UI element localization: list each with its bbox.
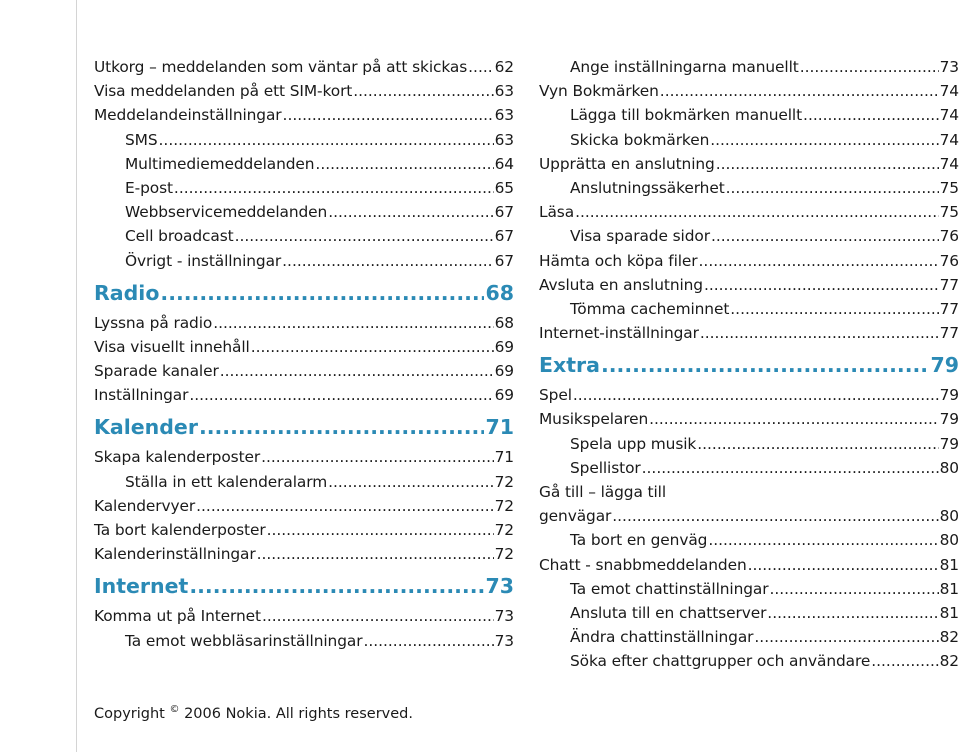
toc-entry: [539, 324, 959, 348]
entry-title: Komma ut på Internet: [94, 607, 261, 626]
toc-entry: [94, 131, 514, 155]
entry-title: Ställa in ett kalenderalarm: [125, 472, 328, 491]
dot-leader: [282, 252, 493, 270]
toc-entry: [539, 276, 959, 300]
toc-entry: [539, 227, 959, 251]
entry-title: Multimediemeddelanden: [125, 154, 315, 173]
dot-leader: [363, 632, 493, 650]
page-number: 72: [494, 521, 514, 539]
toc-entry: [539, 410, 959, 434]
toc-entry: [94, 179, 514, 203]
dot-leader: [697, 435, 938, 453]
entry-title: Övrigt - inställningar: [125, 251, 282, 270]
dot-leader: [708, 531, 938, 549]
toc-entry: [539, 300, 959, 324]
dot-leader: [612, 507, 938, 525]
entry-title: Ange inställningarna manuellt: [570, 58, 799, 76]
entry-title: Kalender: [94, 415, 198, 440]
page-number: 79: [939, 410, 959, 429]
page-number: 64: [494, 154, 514, 173]
toc-column-left: [94, 58, 514, 656]
toc-entry: [539, 106, 959, 130]
dot-leader: [573, 386, 939, 404]
page-number: 77: [939, 299, 959, 318]
entry-title: Lägga till bokmärken manuellt: [570, 106, 803, 125]
entry-title: Cell broadcast: [125, 227, 234, 246]
entry-title: Skicka bokmärken: [570, 130, 710, 149]
toc-entry: [94, 58, 514, 82]
entry-title: Chatt - snabbmeddelanden: [539, 555, 747, 574]
toc-entry: [94, 338, 514, 362]
entry-title: Söka efter chattgrupper och användare: [570, 652, 871, 671]
entry-title: Inställningar: [94, 386, 189, 405]
dot-leader: [353, 82, 493, 100]
page-number: 82: [939, 652, 959, 671]
page-number: 74: [939, 154, 959, 173]
entry-title: Ta emot webbläsarinställningar: [125, 631, 363, 650]
page-number: 81: [939, 603, 959, 622]
section-heading: [94, 415, 514, 447]
page-number: 77: [939, 275, 959, 294]
page-number: 73: [494, 607, 514, 626]
toc-entry: [94, 106, 514, 130]
dot-leader: [800, 58, 939, 76]
section-heading: [94, 281, 514, 313]
entry-title: Anslutningssäkerhet: [570, 178, 725, 197]
copyright-symbol: ©: [169, 704, 180, 715]
entry-title: Internet-inställningar: [539, 324, 699, 343]
dot-leader: [803, 106, 939, 124]
toc-entry: [539, 203, 959, 227]
dot-leader: [726, 179, 939, 197]
page-number: 74: [939, 82, 959, 101]
dot-leader: [769, 580, 938, 598]
dot-leader: [213, 314, 493, 332]
entry-title: Meddelandeinställningar: [94, 106, 282, 125]
page-number: 63: [494, 130, 514, 149]
dot-leader: [649, 410, 938, 428]
entry-title: Spela upp musik: [570, 434, 697, 453]
toc-entry: [539, 531, 959, 555]
dot-leader: [220, 362, 494, 380]
toc-entry: [94, 155, 514, 179]
page-number: 81: [939, 579, 959, 598]
page-number: 76: [939, 227, 959, 246]
dot-leader: [871, 652, 938, 670]
section-heading: [539, 353, 959, 385]
dot-leader: [601, 353, 929, 377]
dot-leader: [660, 82, 939, 100]
entry-title: Vyn Bokmärken: [539, 82, 659, 101]
page-number: 67: [494, 227, 514, 246]
page-number: 72: [494, 545, 514, 564]
dot-leader: [704, 276, 939, 294]
entry-title: Lyssna på radio: [94, 313, 213, 332]
entry-title: Radio: [94, 280, 160, 305]
entry-title: Kalendervyer: [94, 496, 196, 515]
toc-entry: [539, 252, 959, 276]
page-number: 75: [939, 178, 959, 197]
page-number: 76: [939, 251, 959, 270]
toc-entry: [94, 448, 514, 472]
entry-title: SMS: [125, 130, 158, 149]
page-number: 73: [485, 574, 514, 599]
page-number: 73: [494, 631, 514, 650]
toc-entry: [539, 386, 959, 410]
page-number: 79: [939, 386, 959, 405]
dot-leader: [257, 545, 494, 563]
entry-title: Ansluta till en chattserver: [570, 603, 767, 622]
page-number: 81: [939, 555, 959, 574]
toc-entry: [539, 507, 959, 531]
toc-entry: [94, 497, 514, 521]
entry-title: Visa visuellt innehåll: [94, 337, 250, 356]
dot-leader: [711, 227, 939, 245]
entry-title: Spellistor: [570, 458, 641, 477]
dot-leader: [262, 607, 494, 625]
page-number: 72: [494, 496, 514, 515]
dot-leader: [251, 338, 494, 356]
copyright-footer: [94, 704, 413, 722]
entry-title: genvägar: [539, 507, 612, 526]
dot-leader: [159, 131, 494, 149]
toc-entry: [539, 435, 959, 459]
entry-title: Sparade kanaler: [94, 362, 219, 381]
dot-leader: [716, 155, 939, 173]
copyright-suffix: 2006 Nokia. All rights reserved.: [184, 705, 413, 722]
entry-title: Ändra chattinställningar: [570, 628, 754, 647]
page-number: 77: [939, 324, 959, 343]
dot-leader: [748, 556, 939, 574]
page-number: 69: [494, 386, 514, 405]
dot-leader: [328, 203, 493, 221]
page-number: 82: [939, 628, 959, 647]
page-number: 63: [494, 82, 514, 101]
toc-entry-continued: [539, 483, 959, 507]
dot-leader: [642, 459, 939, 477]
toc-entry: [539, 628, 959, 652]
entry-title: Internet: [94, 574, 189, 599]
page-number: 71: [485, 415, 514, 440]
entry-title: Avsluta en anslutning: [539, 275, 703, 294]
toc-entry: [94, 473, 514, 497]
sidebar-rule: [76, 0, 77, 752]
entry-title: Utkorg – meddelanden som väntar på att skickas: [94, 58, 468, 76]
page-number: 62: [494, 58, 514, 76]
entry-title: Gå till – lägga till: [539, 483, 667, 501]
page-number: 65: [494, 178, 514, 197]
entry-title: Ta bort kalenderposter: [94, 521, 266, 539]
dot-leader: [730, 300, 938, 318]
page-number: 69: [494, 362, 514, 381]
toc-entry: [539, 179, 959, 203]
dot-leader: [754, 628, 938, 646]
entry-title: Ta emot chattinställningar: [570, 579, 769, 598]
dot-leader: [700, 324, 939, 342]
entry-title: Ta bort en genväg: [570, 531, 708, 550]
dot-leader: [267, 521, 494, 539]
toc-entry: [539, 131, 959, 155]
entry-title: Extra: [539, 353, 600, 378]
toc-entry: [539, 82, 959, 106]
dot-leader: [261, 448, 493, 466]
toc-entry: [94, 314, 514, 338]
dot-leader: [235, 227, 494, 245]
toc-entry: [94, 227, 514, 251]
page-number: 74: [939, 130, 959, 149]
dot-leader: [283, 106, 494, 124]
entry-title: Spel: [539, 386, 572, 405]
entry-title: E-post: [125, 178, 173, 197]
toc-entry: [539, 652, 959, 676]
entry-title: Skapa kalenderposter: [94, 448, 261, 467]
copyright-prefix: Copyright: [94, 705, 165, 722]
toc-entry: [94, 252, 514, 276]
toc-entry: [94, 545, 514, 569]
toc-entry: [94, 607, 514, 631]
dot-leader: [315, 155, 493, 173]
dot-leader: [189, 574, 484, 598]
toc-entry: [539, 556, 959, 580]
toc-entry: [539, 580, 959, 604]
page-number: 79: [930, 353, 959, 378]
entry-title: Webbservicemeddelanden: [125, 203, 328, 222]
section-heading: [94, 574, 514, 606]
page-number: 73: [939, 58, 959, 76]
dot-leader: [710, 131, 938, 149]
dot-leader: [189, 386, 493, 404]
page-number: 72: [494, 472, 514, 491]
dot-leader: [196, 497, 493, 515]
entry-title: Visa meddelanden på ett SIM-kort: [94, 82, 353, 101]
dot-leader: [767, 604, 938, 622]
page-number: 67: [494, 251, 514, 270]
page-number: 63: [494, 106, 514, 125]
entry-title: Upprätta en anslutning: [539, 154, 715, 173]
toc-entry: [94, 203, 514, 227]
toc-entry: [539, 604, 959, 628]
toc-column-right: [539, 58, 959, 677]
toc-entry: [94, 521, 514, 545]
toc-entry: [539, 155, 959, 179]
page-number: 80: [939, 458, 959, 477]
toc-entry: [94, 362, 514, 386]
toc-entry: [539, 58, 959, 82]
entry-title: Hämta och köpa filer: [539, 251, 698, 270]
dot-leader: [160, 281, 484, 305]
toc-entry: [539, 459, 959, 483]
dot-leader: [174, 179, 494, 197]
page-number: 69: [494, 337, 514, 356]
page-number: 68: [494, 313, 514, 332]
page-number: 68: [485, 280, 514, 305]
dot-leader: [575, 203, 939, 221]
dot-leader: [328, 473, 494, 491]
entry-title: Musikspelaren: [539, 410, 649, 429]
toc-entry: [94, 386, 514, 410]
dot-leader: [699, 252, 939, 270]
page-number: 80: [939, 531, 959, 550]
dot-leader: [468, 58, 493, 76]
entry-title: Visa sparade sidor: [570, 227, 710, 246]
page-number: 67: [494, 203, 514, 222]
page-number: 74: [939, 106, 959, 125]
entry-title: Läsa: [539, 203, 575, 222]
page-number: 71: [494, 448, 514, 467]
page-number: 80: [939, 507, 959, 526]
toc-entry: [94, 82, 514, 106]
entry-title: Kalenderinställningar: [94, 545, 256, 564]
entry-title: Tömma cacheminnet: [570, 299, 730, 318]
dot-leader: [199, 415, 485, 439]
page-number: 79: [939, 434, 959, 453]
toc-entry: [94, 632, 514, 656]
page-number: 75: [939, 203, 959, 222]
